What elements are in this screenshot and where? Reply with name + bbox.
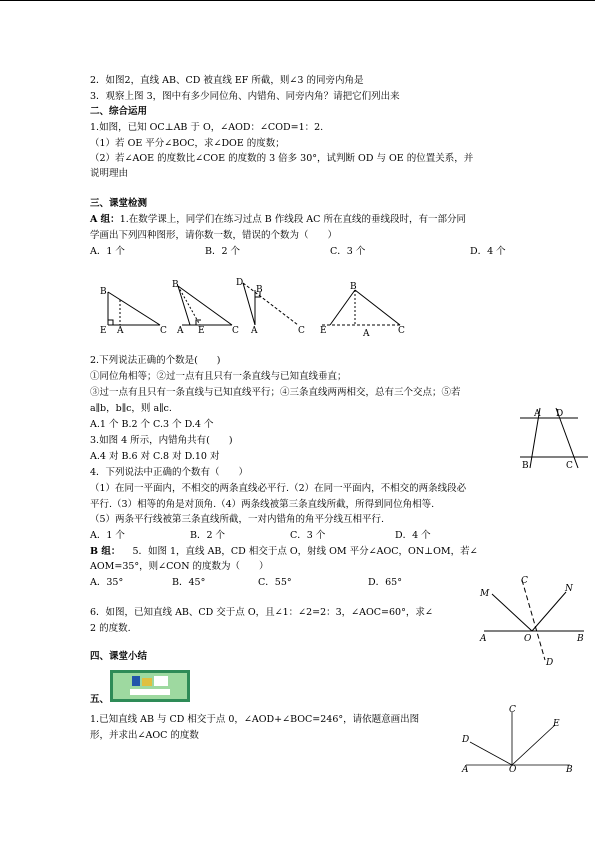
figure-4-label-c: C <box>398 326 405 336</box>
q4-statements-3: （5）两条平行线被第三条直线所截，一对内错角的角平分线互相平行. <box>90 514 385 525</box>
section-heading-3: 三、课堂检测 <box>90 198 148 209</box>
figure-3-label-d: D <box>236 278 244 288</box>
q3-text: 3.如图 4 所示，内错角共有( ) <box>90 435 233 446</box>
figure-2-label-c: C <box>232 326 239 336</box>
fig7-label-a: A <box>462 765 469 775</box>
q2-statements-2: ③过一点有且只有一条直线与已知直线平行；④三条直线两两相交，总有三个交点；⑤若 <box>90 387 461 398</box>
comprehensive-q1-part2: （2）若∠AOE 的度数比∠COE 的度数的 3 倍多 30°，试判断 OD 与 OE 的位置关系，并 <box>90 153 474 164</box>
intersecting-lines-figure <box>478 572 588 667</box>
comprehensive-q1-part1: （1）若 OE 平分∠BOC，求∠DOE 的度数； <box>90 138 285 149</box>
section-heading-5: 五、 <box>90 694 110 705</box>
figure-2-label-b: B <box>172 280 179 290</box>
figure-4-label-b: B <box>350 282 357 292</box>
fig7-label-d: D <box>462 735 470 745</box>
question-3-text: 3．观察上图 3，图中有多少同位角、内错角、同旁内角？请把它们列出来 <box>90 91 400 102</box>
page-top-border <box>0 0 595 1</box>
figure-1 <box>108 292 160 325</box>
figure-1-label-e: E <box>100 326 107 336</box>
figure-3 <box>243 283 298 325</box>
q6-line1: 6．如图，已知直线 AB、CD 交于点 O，且∠1：∠2=2：3，∠AOC=60°，求∠ <box>90 607 433 618</box>
q6-line2: 2 的度数. <box>90 623 131 634</box>
figure-2-label-a: A <box>177 326 184 336</box>
trapezoid-figure <box>520 402 590 472</box>
figure-1-label-b: B <box>100 287 107 297</box>
group-a-q1-line1: A 组：1.在数学课上，同学们在练习过点 B 作线段 AC 所在直线的垂线段时，有一部分同 <box>90 214 466 225</box>
figure-2-label-e: E <box>198 326 205 336</box>
section-heading-2: 二、综合运用 <box>90 106 148 117</box>
q4-option-c: C．3 个 <box>290 530 326 541</box>
question-2-text: 2．如图2，直线 AB、CD 被直线 EF 所截，则∠3 的同旁内角是 <box>90 75 364 86</box>
q4-statements-2: 平行.（3）相等的角是对顶角.（4）两条线被第三条直线所截，所得到同位角相等. <box>90 499 435 510</box>
fig7-label-c: C <box>509 705 516 715</box>
trap-label-b: B <box>522 461 529 471</box>
trap-label-d: D <box>556 409 564 419</box>
group-b-label: B 组： <box>90 546 121 557</box>
q7-line2: 形，并求出∠AOC 的度数 <box>90 730 199 741</box>
fig7-label-b: B <box>566 765 573 775</box>
q5-option-d: D．65° <box>368 577 402 588</box>
q4-option-d: D．4 个 <box>395 530 431 541</box>
q2-statements-1: ①同位角相等；②过一点有且只有一条直线与已知直线垂直； <box>90 371 347 382</box>
section-heading-4: 四、课堂小结 <box>90 651 148 662</box>
fig5-label-n: N <box>565 584 573 594</box>
final-figure <box>460 705 580 775</box>
summary-picture <box>110 670 190 702</box>
q5-option-a: A．35° <box>90 577 124 588</box>
figure-1-label-a: A <box>117 326 124 336</box>
q4-text: 4．下列说法中正确的个数有（ ） <box>90 467 249 478</box>
figure-3-label-b: B <box>256 285 263 295</box>
fig5-label-c: C <box>521 576 528 586</box>
figure-4 <box>322 290 400 325</box>
fig5-label-a: A <box>480 634 487 644</box>
group-a-q1-line2: 学画出下列四种图形，请你数一数，错误的个数为（ ） <box>90 230 338 241</box>
trap-label-a: A <box>534 409 541 419</box>
q1-option-a: A．1 个 <box>90 246 125 257</box>
q7-line1: 1.已知直线 AB 与 CD 相交于点 0，∠AOD+∠BOC=246°，请依题意画出图 <box>90 714 420 725</box>
q1-option-b: B．2 个 <box>205 246 241 257</box>
comprehensive-q1-part2-cont: 说明理由 <box>90 168 129 179</box>
fig5-label-m: M <box>480 589 490 599</box>
q2-options: A.1 个 B.2 个 C.3 个 D.4 个 <box>90 419 214 430</box>
figure-3-label-a: A <box>251 326 258 336</box>
figure-4-label-e: E <box>320 326 327 336</box>
comprehensive-q1: 1.如图，已知 OC⊥AB 于 O，∠AOD：∠COD=1：2. <box>90 122 324 133</box>
group-a-label: A 组： <box>90 214 120 225</box>
fig7-label-o: O <box>509 765 517 775</box>
fig5-label-d: D <box>546 658 554 668</box>
figure-2 <box>178 286 232 325</box>
figure-4-label-a: A <box>363 329 370 339</box>
figure-3-label-c: C <box>298 326 305 336</box>
q1-option-c: C．3 个 <box>330 246 366 257</box>
fig5-label-o: O <box>524 634 532 644</box>
q4-option-b: B．2 个 <box>190 530 226 541</box>
q4-statements-1: （1）在同一平面内，不相交的两条直线必平行.（2）在同一平面内，不相交的两条线段必 <box>90 483 467 494</box>
trap-label-c: C <box>566 461 573 471</box>
perpendicular-figures <box>0 270 595 340</box>
q1-option-d: D．4 个 <box>470 246 506 257</box>
q5-option-c: C．55° <box>258 577 292 588</box>
fig5-label-b: B <box>577 634 584 644</box>
figure-1-label-c: C <box>160 326 167 336</box>
q5-line2: AOM=35°，则∠CON 的度数为（ ） <box>90 561 269 572</box>
fig7-label-e: E <box>553 719 560 729</box>
q5-option-b: B．45° <box>172 577 206 588</box>
group-b-q5-line1: B 组： 5．如图 1，直线 AB，CD 相交于点 O，射线 OM 平分∠AOC，ON⊥OM，若∠ <box>90 546 478 557</box>
q2-text: 2.下列说法正确的个数是( ) <box>90 355 221 366</box>
q4-option-a: A．1 个 <box>90 530 125 541</box>
q3-options: A.4 对 B.6 对 C.8 对 D.10 对 <box>90 451 220 462</box>
q2-statements-3: a∥b，b∥c，则 a∥c. <box>90 403 172 414</box>
